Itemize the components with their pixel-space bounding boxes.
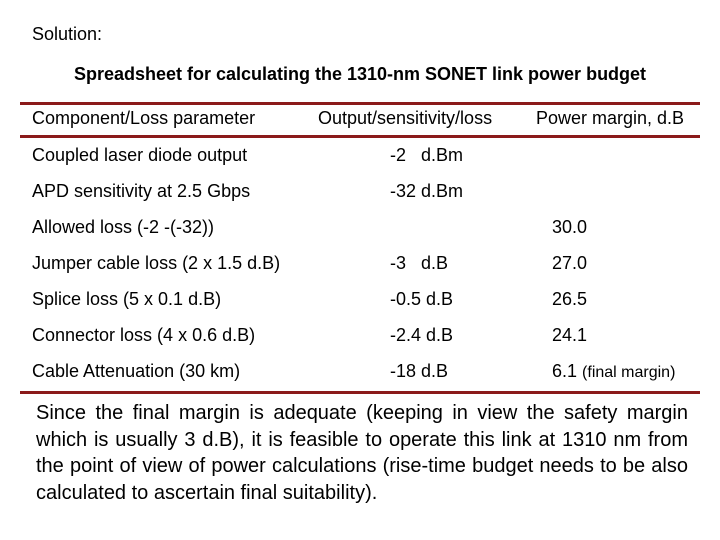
- row-parameter: Jumper cable loss (2 x 1.5 d.B): [32, 253, 281, 273]
- page-title: Spreadsheet for calculating the 1310-nm SONET link power budget: [73, 64, 647, 84]
- row-margin: 26.5: [552, 289, 588, 309]
- row-parameter: Allowed loss (-2 -(-32)): [32, 217, 215, 237]
- row-value: -18 d.B: [390, 361, 449, 381]
- row-value: -2 d.Bm: [390, 145, 464, 165]
- table-bottom-rule: [20, 391, 700, 394]
- row-parameter: APD sensitivity at 2.5 Gbps: [32, 181, 251, 201]
- solution-label: Solution:: [32, 24, 103, 44]
- conclusion-paragraph: Since the final margin is adequate (keeping in view the safety margin which is usually 3 d.B), it is feasible to operate this link at 1310 nm from the point of view of power calculations (rise-time budget needs to be also calculated to ascertain final suitability).: [36, 402, 688, 504]
- row-parameter: Connector loss (4 x 0.6 d.B): [32, 325, 256, 345]
- final-margin-value: 6.1: [552, 361, 578, 381]
- row-value: -2.4 d.B: [390, 325, 454, 345]
- row-margin: 27.0: [552, 253, 588, 273]
- column-header-parameter: Component/Loss parameter: [32, 108, 256, 128]
- final-margin-note: (final margin): [582, 364, 676, 381]
- column-header-margin: Power margin, d.B: [536, 108, 685, 128]
- column-header-output: Output/sensitivity/loss: [318, 108, 493, 128]
- row-parameter: Cable Attenuation (30 km): [32, 361, 241, 381]
- row-margin: [552, 361, 675, 382]
- row-parameter: Splice loss (5 x 0.1 d.B): [32, 289, 222, 309]
- row-value: -3 d.B: [390, 253, 449, 273]
- row-margin: 24.1: [552, 325, 588, 345]
- row-value: -0.5 d.B: [390, 289, 454, 309]
- row-parameter: Coupled laser diode output: [32, 145, 248, 165]
- row-margin: 30.0: [552, 217, 588, 237]
- row-value: -32 d.Bm: [390, 181, 464, 201]
